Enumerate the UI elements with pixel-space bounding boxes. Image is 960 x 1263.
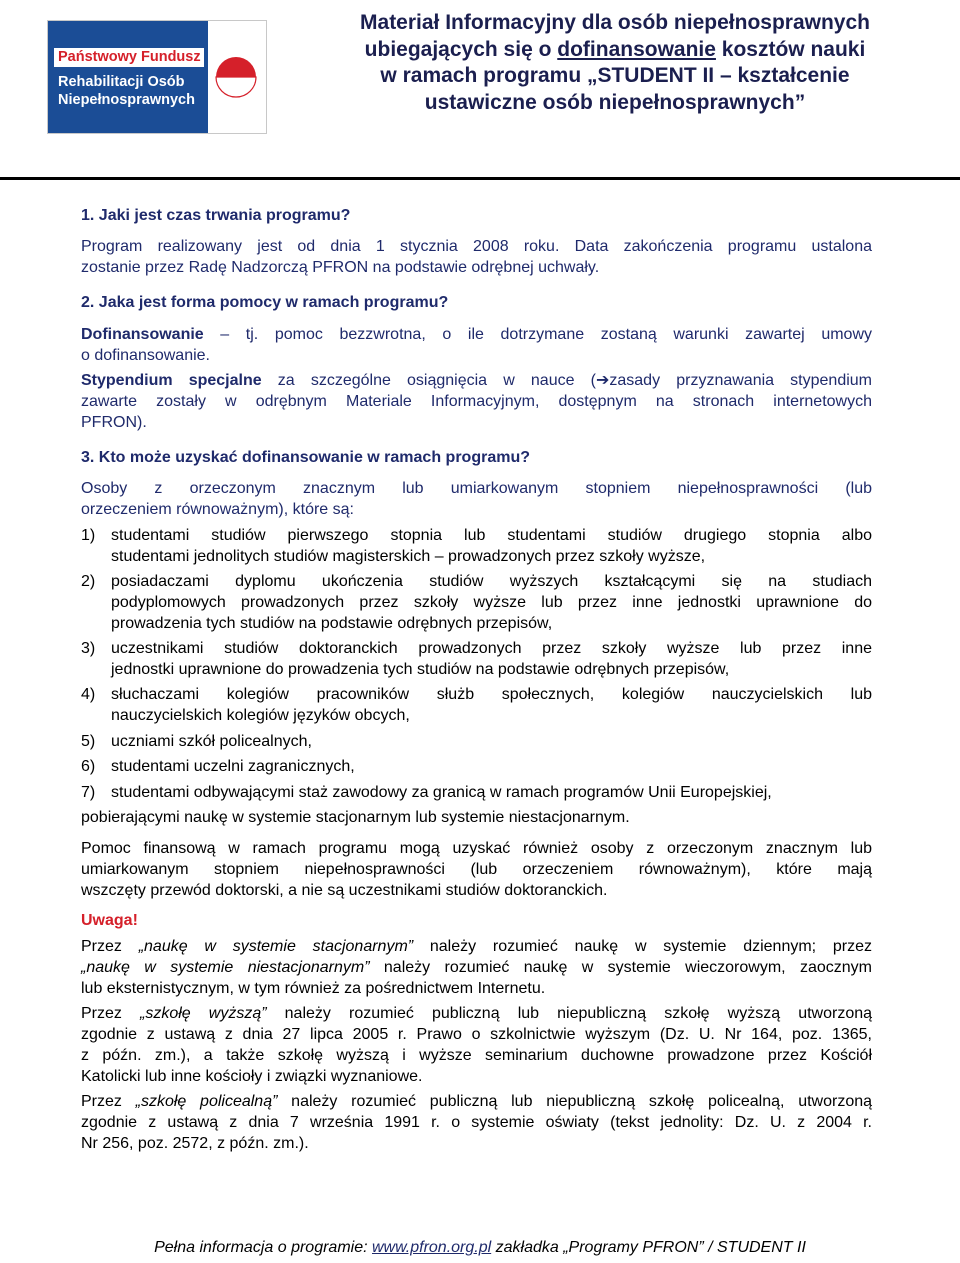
list-number: 1) xyxy=(81,527,96,544)
list-number: 4) xyxy=(81,686,96,703)
title-line-1: Materiał Informacyjny dla osób niepełnosprawnych xyxy=(360,11,870,34)
list-item-text: uczestnikami studiów doktoranckich prowadzonych przez szkoły wyższe lub przez inne xyxy=(111,640,872,657)
title-text: ubiegających się o xyxy=(364,37,558,61)
list-number: 7) xyxy=(81,784,96,801)
logo-panel xyxy=(48,21,208,133)
uwaga-p3-line-1 xyxy=(81,1091,872,1112)
list-item-text: studentami uczelni zagranicznych, xyxy=(111,758,355,775)
list-item-text: słuchaczami kolegiów pracowników służb społecznych, kolegiów nauczycielskich lub xyxy=(111,686,872,703)
pfron-logo xyxy=(47,20,267,134)
list-number: 5) xyxy=(81,733,96,750)
answer-1-line-2: zostanie przez Radę Nadzorczą PFRON na podstawie odrębnej uchwały. xyxy=(81,259,600,276)
uwaga-p3-line-3: Nr 256, poz. 2572, z późn. zm.). xyxy=(81,1135,309,1152)
stypendium-term: Stypendium specjalne xyxy=(81,372,262,389)
stypendium-line-3: PFRON). xyxy=(81,414,147,431)
list-closing-line: pobierającymi naukę w systemie stacjonarnym lub systemie niestacjonarnym. xyxy=(81,809,630,826)
answer-1-line-1: Program realizowany jest od dnia 1 stycznia 2008 roku. Data zakończenia programu ustalona xyxy=(81,238,872,255)
logo-line-3: Niepełnosprawnych xyxy=(58,92,195,108)
uwaga-italic-term: „naukę w systemie niestacjonarnym” xyxy=(81,959,370,976)
logo-circle-icon xyxy=(214,55,258,99)
list-item-text: jednostki uprawnione do prowadzenia tych studiów na podstawie odrębnych przepisów, xyxy=(111,661,730,678)
pomoc-line-1: Pomoc finansową w ramach programu mogą uzyskać również osoby z orzeczonym znacznym lub xyxy=(81,840,872,857)
list-number: 2) xyxy=(81,573,96,590)
question-2: 2. Jaka jest forma pomocy w ramach programu? xyxy=(81,294,449,311)
document-title xyxy=(270,10,960,116)
list-number: 3) xyxy=(81,640,96,657)
logo-line-1: Państwowy Fundusz xyxy=(54,48,204,67)
page-footer xyxy=(0,1239,960,1257)
question-3: 3. Kto może uzyskać dofinansowanie w ramach programu? xyxy=(81,449,530,466)
intro-line-1: Osoby z orzeczonym znacznym lub umiarkowanym stopniem niepełnosprawności (lub xyxy=(81,480,872,497)
list-item xyxy=(81,731,872,752)
title-line-4: ustawiczne osób niepełnosprawnych” xyxy=(424,90,806,114)
uwaga-p2-line-3: z późn. zm.), a także szkołę wyższą i wyższe seminarium duchowne prowadzone przez Kościół xyxy=(81,1047,872,1064)
list-item-text: podyplomowych prowadzonych przez szkoły wyższe lub przez inne jednostki uprawnione do xyxy=(111,594,872,611)
dofinansowanie-line-1 xyxy=(81,324,872,345)
list-item-text: posiadaczami dyplomu ukończenia studiów wyższych kształcącymi się na studiach xyxy=(111,573,872,590)
uwaga-p1-line-3: lub eksternistycznym, w tym również za pośrednictwem Internetu. xyxy=(81,980,546,997)
uwaga-text: Przez xyxy=(81,1093,136,1110)
uwaga-text: należy rozumieć publiczną lub niepubliczną szkołę policealną, utworzoną xyxy=(277,1093,873,1110)
list-item xyxy=(81,525,872,567)
list-item-text: prowadzenia tych studiów na podstawie odrębnych przepisów, xyxy=(111,615,553,632)
dofinansowanie-line-2: o dofinansowanie. xyxy=(81,347,210,364)
uwaga-italic-term: „naukę w systemie stacjonarnym” xyxy=(138,938,414,955)
dofinansowanie-desc: – tj. pomoc bezzwrotna, o ile dotrzymane zostaną warunki zawartej umowy xyxy=(203,326,872,343)
uwaga-italic-term: „szkołę policealną” xyxy=(135,1093,278,1110)
uwaga-italic-term: „szkołę wyższą” xyxy=(140,1005,267,1022)
dofinansowanie-term: Dofinansowanie xyxy=(81,326,204,343)
list-item xyxy=(81,684,872,726)
question-1: 1. Jaki jest czas trwania programu? xyxy=(81,207,351,224)
pfron-website-link[interactable]: www.pfron.org.pl xyxy=(372,1239,492,1256)
list-number: 6) xyxy=(81,758,96,775)
footer-text: zakładka „Programy PFRON” / STUDENT II xyxy=(491,1239,806,1256)
logo-line-2: Rehabilitacji Osób xyxy=(58,74,185,90)
uwaga-heading: Uwaga! xyxy=(81,912,138,929)
list-item xyxy=(81,756,872,777)
uwaga-text: Przez xyxy=(81,1005,140,1022)
title-line-3: w ramach programu „STUDENT II – kształcenie xyxy=(380,64,850,87)
uwaga-p2-line-4: Katolicki lub inne kościoły i związki wyznaniowe. xyxy=(81,1068,423,1085)
list-item xyxy=(81,571,872,634)
uwaga-p3-line-2: zgodnie z ustawą z dnia 7 września 1991 r. o systemie oświaty (tekst jednolity: Dz. U. z 2004 r. xyxy=(81,1114,872,1131)
pomoc-line-2: umiarkowanym stopniem niepełnosprawności (lub orzeczeniem równoważnym), które mają xyxy=(81,861,872,878)
uwaga-text: należy rozumieć naukę w systemie dziennym; przez xyxy=(413,938,873,955)
title-line-2 xyxy=(270,37,960,64)
footer-text: Pełna informacja o programie: xyxy=(154,1239,372,1256)
pomoc-line-3: wszczęty przewód doktorski, a nie są uczestnikami studiów doktoranckich. xyxy=(81,882,608,899)
title-text: kosztów nauki xyxy=(715,37,866,61)
list-item-text: studentami odbywającymi staż zawodowy za granicą w ramach programów Unii Europejskiej, xyxy=(111,784,772,801)
stypendium-desc: zasady przyznawania stypendium xyxy=(609,372,873,389)
uwaga-p1-line-1 xyxy=(81,936,872,957)
stypendium-line-1 xyxy=(81,370,872,391)
arrow-right-icon: ➔ xyxy=(595,372,610,389)
title-underlined-word: dofinansowanie xyxy=(557,37,716,61)
stypendium-line-2: zawarte zostały w odrębnym Materiale Informacyjnym, dostępnym na stronach internetowych xyxy=(81,393,872,410)
uwaga-text: należy rozumieć naukę w systemie wieczorowym, zaocznym xyxy=(369,959,873,976)
stypendium-desc: za szczególne osiągnięcia w nauce ( xyxy=(261,372,596,389)
list-item xyxy=(81,638,872,680)
list-item-text: uczniami szkół policealnych, xyxy=(111,733,312,750)
list-item-text: studentami jednolitych studiów magisterskich – prowadzonych przez szkoły wyższe, xyxy=(111,548,706,565)
header-divider xyxy=(0,177,960,180)
uwaga-text: należy rozumieć publiczną lub niepubliczną szkołę wyższą utworzoną xyxy=(266,1005,873,1022)
uwaga-p2-line-2: zgodnie z ustawą z dnia 27 lipca 2005 r. Prawo o szkolnictwie wyższym (Dz. U. Nr 164, poz. 1365, xyxy=(81,1026,872,1043)
uwaga-p1-line-2 xyxy=(81,957,872,978)
list-item-text: studentami studiów pierwszego stopnia lub studentami studiów drugiego stopnia albo xyxy=(111,527,872,544)
list-item xyxy=(81,782,872,803)
uwaga-text: Przez xyxy=(81,938,139,955)
uwaga-p2-line-1 xyxy=(81,1003,872,1024)
intro-line-2: orzeczeniem równoważnym), które są: xyxy=(81,501,354,518)
list-item-text: nauczycielskich kolegiów języków obcych, xyxy=(111,707,410,724)
